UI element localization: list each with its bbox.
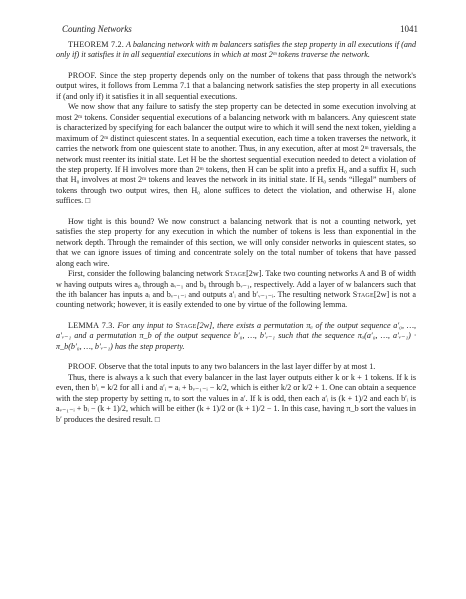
qed-symbol: □ <box>85 196 91 206</box>
paragraph-5: Thus, there is always a k such that every balancer in the last layer outputs either k or k + 1 tokens. If k is even, then b′ᵢ = k/2 for all i and a′ᵢ = aᵢ + bᵥ₋₁₋ᵢ − k/2, which is either k/2 or k/2 + 1. One can obtain a sequence with the step property by setting πₐ to sort the values in a′. If k is odd, then each a′ᵢ is (k + 1)/2 and each b′ᵢ is aᵥ₋₁₋ᵢ + bᵢ − (k + 1)/2, which will be either (k + 1)/2 or (k + 1)/2 − 1. In this case, having π_b sort the values in b′ produces the desired result. □ <box>56 372 416 424</box>
proof-label: PROOF. <box>68 362 97 372</box>
theorem-label: THEOREM 7.2. <box>68 40 124 49</box>
theorem-7-2 <box>56 40 416 61</box>
lemma-label: LEMMA 7.3. <box>68 320 115 330</box>
paragraph-2: We now show that any failure to satisfy the step property can be detected in some execution involving at most 2ᵐ tokens. Consider sequential executions of a balancing network with m balancers. Any quiescent state is characterized by specifying for each balancer the output wire to which it will send the next token, yielding a maximum of 2ᵐ distinct quiescent states. In a sequential execution, each time a token traverses the network, it carries the network from one quiescent state to another. Thus, in any execution, after at most 2ᵐ traversals, the network must reenter its initial state. Let H be the shortest sequential execution needed to detect a violation of the step property. If H involves more than 2ᵐ tokens, then H can be split into a prefix H₀ and a suffix H₁ such that H₀ involves at most 2ᵐ tokens and leaves the network in its initial state. If H₀ sends “illegal” numbers of tokens through two output wires, then H₀ alone suffices to detect the violation, and otherwise H₁ alone suffices. □ <box>56 102 416 206</box>
lemma-7-3: LEMMA 7.3. For any input to Stage[2w], there exists a permutation πₐ of the output sequence a′₀, …, a′ᵥ₋₁ and a permutation π_b of the output sequence b′₀, …, b′ᵥ₋₁ such that the sequence πₐ(a′₀, …, a′ᵥ₋₁) · π_b(b′₀, …, b′ᵥ₋₁) has the step property. <box>56 320 417 351</box>
theorem-text: A balancing network with m balancers satisfies the step property in all executions if (and only if) it satisfies it in all sequential executions in which at most 2ᵐ tokens traverse the network. <box>56 40 417 60</box>
proof-1 <box>56 71 416 102</box>
proof-text: Since the step property depends only on the number of tokens that pass through the network's output wires, it follows from Lemma 7.1 that a balancing network satisfies the step property in all executions if (and only if) it satisfies it in all sequential executions. <box>56 70 417 101</box>
running-title: Counting Networks <box>62 24 132 34</box>
paragraph-3: How tight is this bound? We now construct a balancing network that is not a counting network, yet satisfies the step property for any execution in which the number of tokens is less than exponential in the network depth. Through the remainder of this section, we will only consider networks in quiescent states, so that we can ignore issues of timing and concentrate solely on the total number of tokens that have passed along each wire. <box>56 216 416 268</box>
proof-2: PROOF. Observe that the total inputs to any two balancers in the last layer differ by at most 1. <box>68 362 376 372</box>
qed-symbol: □ <box>154 414 160 424</box>
body-text <box>56 40 416 425</box>
paragraph-4: First, consider the following balancing network Stage[2w]. Take two counting networks A and B of width w having outputs wires a₀ through aᵥ₋₁ and b₀ through bᵥ₋₁, respectively. Add a layer of w balancers such that the ith balancer has inputs aᵢ and bᵥ₋₁₋ᵢ and outputs a′ᵢ and b′ᵥ₋₁₋ᵢ. The resulting network Stage[2w] is not a counting network; however, it is easily extended to one by virtue of the following lemma. <box>56 269 416 310</box>
proof-label: PROOF. <box>68 70 97 80</box>
page-number: 1041 <box>400 24 418 34</box>
running-header <box>62 24 418 34</box>
